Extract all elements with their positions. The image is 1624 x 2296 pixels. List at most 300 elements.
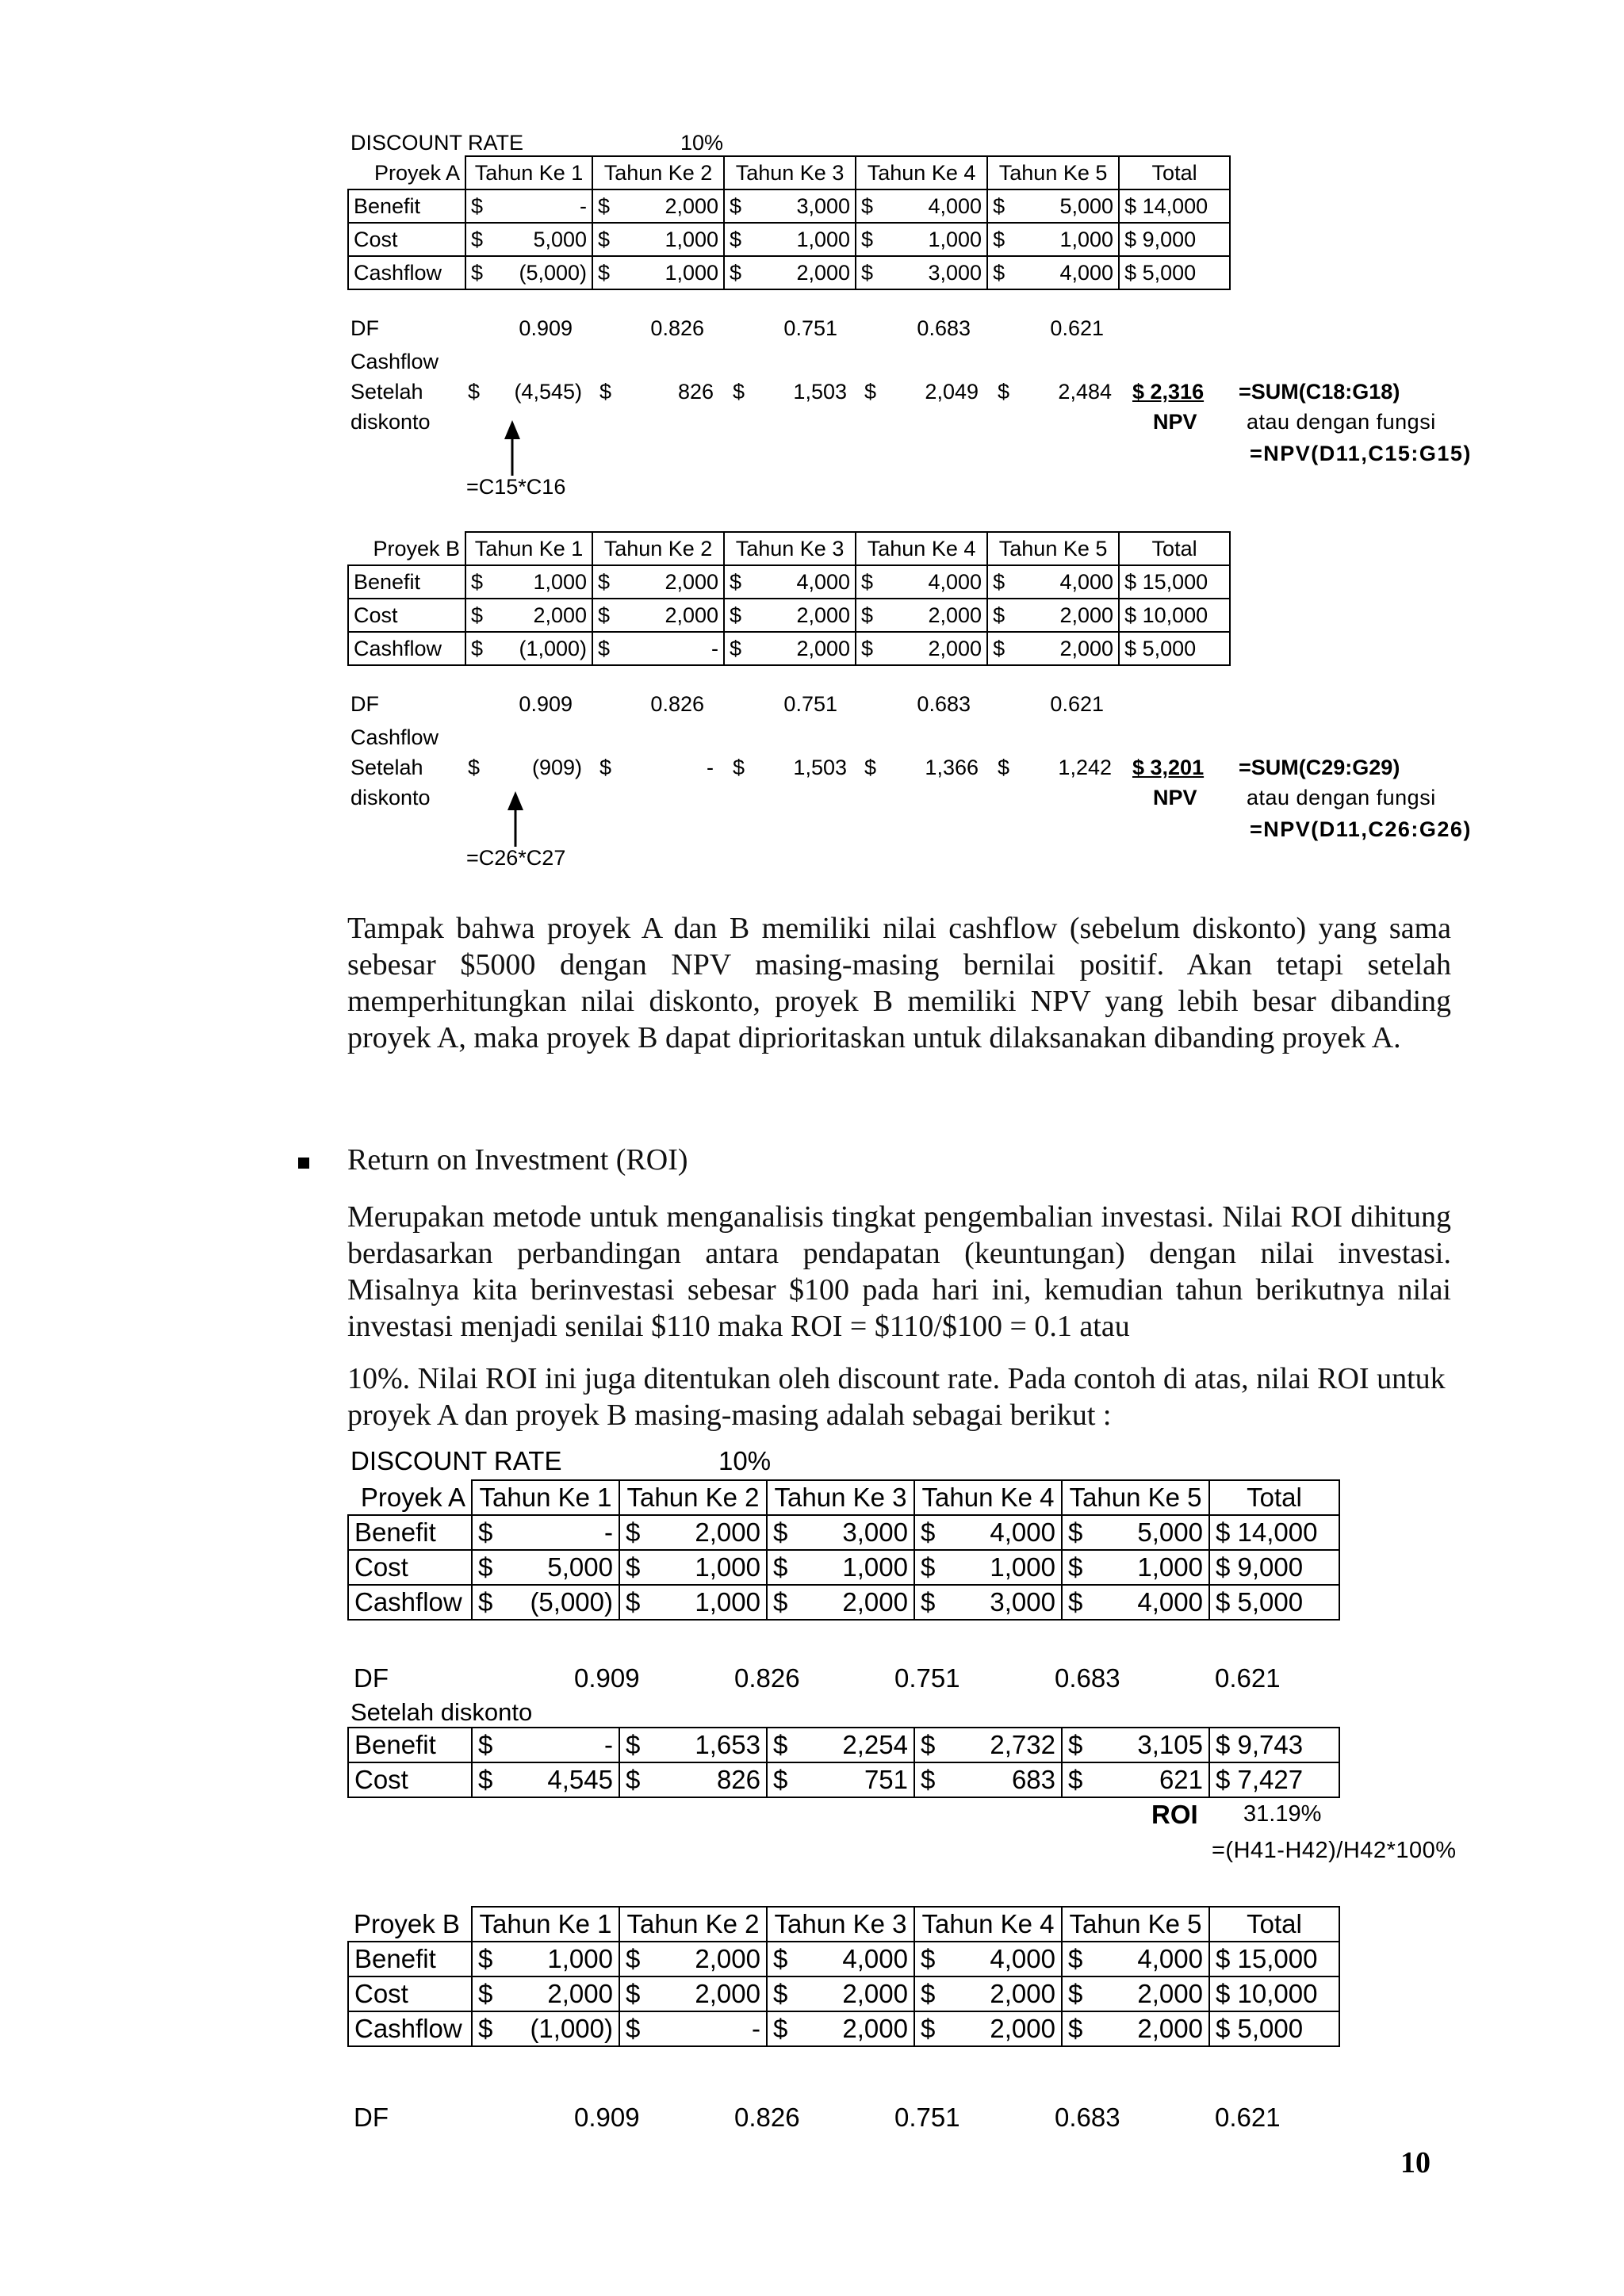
- header-cell: Total: [1119, 156, 1230, 189]
- header-cell: Tahun Ke 1: [465, 532, 592, 565]
- currency: $: [987, 189, 1011, 223]
- cell: 2,254: [795, 1728, 914, 1762]
- currency: $: [465, 256, 489, 289]
- cell: (1,000): [489, 632, 592, 665]
- currency: $: [724, 223, 748, 256]
- row-label: Cost: [348, 599, 465, 632]
- currency: $: [592, 599, 616, 632]
- header-cell: Tahun Ke 5: [1062, 1480, 1209, 1515]
- cell: 2,000: [648, 1515, 767, 1550]
- currency: $: [465, 223, 489, 256]
- currency: $: [914, 1942, 943, 1976]
- header-cell: Total: [1209, 1480, 1339, 1515]
- cell: 4,000: [1011, 565, 1119, 599]
- cell: 4,000: [748, 565, 856, 599]
- currency: $: [733, 756, 745, 779]
- cell: 3,000: [943, 1585, 1062, 1620]
- project-label: Proyek A: [348, 156, 465, 189]
- arrow-up-icon: [506, 791, 525, 847]
- currency: $: [856, 256, 879, 289]
- discount-rate-value: 10%: [680, 131, 724, 155]
- cell-formula: =C15*C16: [466, 475, 566, 499]
- cell: 4,000: [879, 565, 987, 599]
- currency: $: [592, 256, 616, 289]
- row-label: Cost: [348, 1550, 472, 1585]
- cell: 1,000: [1011, 223, 1119, 256]
- table-row: [348, 1585, 1339, 1620]
- project-label: Proyek B: [348, 532, 465, 565]
- cashflow-label: Cashflow: [350, 725, 439, 749]
- header-cell: Tahun Ke 5: [987, 156, 1119, 189]
- cell: 4,000: [795, 1942, 914, 1976]
- discount-rate-label: DISCOUNT RATE: [350, 1446, 562, 1475]
- cell: -: [648, 2011, 767, 2046]
- row-label: Cashflow: [348, 632, 465, 665]
- project-b-table: [347, 531, 1231, 666]
- npv-value: $ 3,201: [1132, 756, 1205, 779]
- header-cell: Tahun Ke 4: [914, 1907, 1062, 1942]
- npv-label: NPV: [1153, 410, 1197, 434]
- cell: 2,000: [1090, 2011, 1209, 2046]
- currency: $: [1062, 2011, 1090, 2046]
- after-discount-label: Setelah diskonto: [350, 1698, 533, 1726]
- cell: 4,000: [879, 189, 987, 223]
- project-b-roi-table: [347, 1906, 1340, 2047]
- currency: $: [619, 1762, 648, 1797]
- cell: 5,000: [500, 1550, 619, 1585]
- cashflow-label: Cashflow: [350, 350, 439, 373]
- discounted-value: 1,366: [925, 756, 979, 779]
- df-value: 0.751: [783, 692, 837, 716]
- currency: $: [1062, 1762, 1090, 1797]
- header-cell: Tahun Ke 3: [724, 532, 856, 565]
- discount-rate-label: DISCOUNT RATE: [350, 131, 524, 155]
- df-value: 0.826: [734, 2103, 800, 2132]
- cell: 4,000: [1090, 1585, 1209, 1620]
- cell: 5,000: [489, 223, 592, 256]
- section-a: [347, 125, 1497, 498]
- currency: $: [987, 599, 1011, 632]
- cell: -: [616, 632, 724, 665]
- df-value: 0.909: [519, 692, 573, 716]
- currency: $: [987, 565, 1011, 599]
- currency: $: [767, 1976, 795, 2011]
- currency: $: [724, 565, 748, 599]
- currency: $: [767, 1550, 795, 1585]
- cell: 2,000: [616, 565, 724, 599]
- discounted-value: 826: [677, 380, 714, 404]
- cell: 1,000: [1090, 1550, 1209, 1585]
- currency: $: [856, 632, 879, 665]
- cell: 3,000: [795, 1515, 914, 1550]
- currency: $: [619, 1728, 648, 1762]
- table-row: [348, 1515, 1339, 1550]
- header-row: [348, 1480, 1339, 1515]
- cell: 4,000: [943, 1942, 1062, 1976]
- cell: 2,000: [616, 599, 724, 632]
- cell: -: [500, 1728, 619, 1762]
- df-value: 0.826: [734, 1663, 800, 1693]
- cell: 2,000: [648, 1942, 767, 1976]
- header-cell: Tahun Ke 2: [592, 532, 724, 565]
- cell: 1,000: [500, 1942, 619, 1976]
- section-d: [347, 1906, 1497, 2144]
- cell: -: [489, 189, 592, 223]
- currency: $: [465, 189, 489, 223]
- total-cell: $ 15,000: [1209, 1942, 1339, 1976]
- cell: 2,000: [1011, 632, 1119, 665]
- currency: $: [1062, 1550, 1090, 1585]
- cell: -: [500, 1515, 619, 1550]
- discounted-value: 2,484: [1058, 380, 1112, 404]
- currency: $: [724, 599, 748, 632]
- table-row: [348, 256, 1230, 289]
- currency: $: [472, 1550, 500, 1585]
- cell: 1,000: [943, 1550, 1062, 1585]
- header-cell: Tahun Ke 4: [856, 156, 987, 189]
- currency: $: [599, 380, 612, 404]
- row-label: Benefit: [348, 1728, 472, 1762]
- header-row: [348, 1907, 1339, 1942]
- total-cell: $ 9,000: [1119, 223, 1230, 256]
- header-cell: Total: [1209, 1907, 1339, 1942]
- header-cell: Total: [1119, 532, 1230, 565]
- currency: $: [472, 1762, 500, 1797]
- cell: (5,000): [489, 256, 592, 289]
- row-label: Benefit: [348, 1515, 472, 1550]
- df-label: DF: [350, 692, 379, 716]
- page-number: 10: [1400, 2146, 1431, 2179]
- cell: 751: [795, 1762, 914, 1797]
- cell: 2,000: [879, 599, 987, 632]
- header-cell: Tahun Ke 4: [856, 532, 987, 565]
- cell: 1,000: [879, 223, 987, 256]
- roi-value: 31.19%: [1243, 1801, 1322, 1827]
- currency: $: [1062, 1585, 1090, 1620]
- header-cell: Tahun Ke 1: [472, 1480, 619, 1515]
- df-value: 0.683: [917, 316, 971, 340]
- df-value: 0.683: [1055, 2103, 1120, 2132]
- sum-formula: =SUM(C29:G29): [1239, 756, 1400, 779]
- project-a-roi-table: [347, 1479, 1340, 1621]
- total-cell: $ 5,000: [1209, 2011, 1339, 2046]
- currency: $: [914, 1585, 943, 1620]
- currency: $: [914, 1976, 943, 2011]
- currency: $: [987, 632, 1011, 665]
- discount-rate-value: 10%: [718, 1446, 772, 1475]
- project-label: Proyek A: [348, 1480, 472, 1515]
- cell: 2,000: [879, 632, 987, 665]
- table-row: [348, 599, 1230, 632]
- currency: $: [914, 2011, 943, 2046]
- currency: $: [767, 2011, 795, 2046]
- cell: 2,000: [795, 1976, 914, 2011]
- cell: 1,000: [616, 223, 724, 256]
- cell: 1,000: [648, 1550, 767, 1585]
- cell: 4,000: [943, 1515, 1062, 1550]
- table-row: [348, 223, 1230, 256]
- table-row: [348, 189, 1230, 223]
- bullet-square-icon: [298, 1158, 309, 1169]
- total-cell: $ 9,000: [1209, 1550, 1339, 1585]
- cell: 1,653: [648, 1728, 767, 1762]
- currency: $: [468, 756, 481, 779]
- total-cell: $ 15,000: [1119, 565, 1230, 599]
- cell: 5,000: [1090, 1515, 1209, 1550]
- discounted-value: -: [707, 756, 714, 779]
- discounted-table: [347, 1727, 1340, 1798]
- cell: 4,000: [1090, 1942, 1209, 1976]
- currency: $: [619, 1585, 648, 1620]
- currency: $: [619, 1550, 648, 1585]
- cell: 1,000: [748, 223, 856, 256]
- df-value: 0.621: [1050, 316, 1104, 340]
- row-label: Benefit: [348, 189, 465, 223]
- row-label: Benefit: [348, 565, 465, 599]
- cell: 5,000: [1011, 189, 1119, 223]
- df-value: 0.683: [1055, 1663, 1120, 1693]
- cell: 826: [648, 1762, 767, 1797]
- currency: $: [864, 756, 877, 779]
- currency: $: [619, 1515, 648, 1550]
- currency: $: [465, 632, 489, 665]
- cell: 2,732: [943, 1728, 1062, 1762]
- header-cell: Tahun Ke 5: [1062, 1907, 1209, 1942]
- cell: 2,000: [616, 189, 724, 223]
- total-cell: $ 10,000: [1119, 599, 1230, 632]
- cell: 1,000: [648, 1585, 767, 1620]
- cell: 4,000: [1011, 256, 1119, 289]
- discounted-value: (909): [531, 756, 582, 779]
- roi-label: ROI: [1151, 1800, 1198, 1829]
- cell: 2,000: [489, 599, 592, 632]
- header-cell: Tahun Ke 3: [724, 156, 856, 189]
- currency: $: [987, 256, 1011, 289]
- total-cell: $ 10,000: [1209, 1976, 1339, 2011]
- df-value: 0.826: [650, 316, 704, 340]
- npv-formula: =NPV(D11,C26:G26): [1250, 817, 1472, 841]
- currency: $: [472, 1942, 500, 1976]
- discounted-value: (4,545): [514, 380, 582, 404]
- total-cell: $ 7,427: [1209, 1762, 1339, 1797]
- discounted-value: 1,242: [1058, 756, 1112, 779]
- total-cell: $ 14,000: [1119, 189, 1230, 223]
- currency: $: [1062, 1976, 1090, 2011]
- diskonto-label: diskonto: [350, 410, 431, 434]
- currency: $: [472, 1585, 500, 1620]
- cell: 3,105: [1090, 1728, 1209, 1762]
- df-label: DF: [354, 2103, 389, 2132]
- table-row: [348, 632, 1230, 665]
- cell: 2,000: [943, 2011, 1062, 2046]
- df-value: 0.621: [1050, 692, 1104, 716]
- cell: (5,000): [500, 1585, 619, 1620]
- discounted-value: 2,049: [925, 380, 979, 404]
- header-cell: Tahun Ke 2: [619, 1480, 767, 1515]
- setelah-label: Setelah: [350, 380, 423, 404]
- row-label: Cost: [348, 223, 465, 256]
- cell: 2,000: [748, 256, 856, 289]
- header-cell: Tahun Ke 2: [619, 1907, 767, 1942]
- cell: 2,000: [1011, 599, 1119, 632]
- currency: $: [914, 1550, 943, 1585]
- cell: 2,000: [943, 1976, 1062, 2011]
- currency: $: [1062, 1942, 1090, 1976]
- table-row: [348, 1762, 1339, 1797]
- row-label: Cashflow: [348, 1585, 472, 1620]
- cell: 3,000: [879, 256, 987, 289]
- currency: $: [465, 565, 489, 599]
- row-label: Cashflow: [348, 256, 465, 289]
- currency: $: [465, 599, 489, 632]
- cell: 2,000: [748, 599, 856, 632]
- total-cell: $ 14,000: [1209, 1515, 1339, 1550]
- currency: $: [733, 380, 745, 404]
- currency: $: [472, 1976, 500, 2011]
- currency: $: [914, 1515, 943, 1550]
- currency: $: [914, 1728, 943, 1762]
- cell: 2,000: [795, 2011, 914, 2046]
- project-label: Proyek B: [348, 1907, 472, 1942]
- total-cell: $ 5,000: [1119, 256, 1230, 289]
- currency: $: [724, 632, 748, 665]
- header-row: [348, 532, 1230, 565]
- total-cell: $ 5,000: [1209, 1585, 1339, 1620]
- currency: $: [856, 599, 879, 632]
- header-cell: Tahun Ke 3: [767, 1480, 914, 1515]
- currency: $: [592, 565, 616, 599]
- cell: 4,545: [500, 1762, 619, 1797]
- cell: 2,000: [500, 1976, 619, 2011]
- currency: $: [619, 1942, 648, 1976]
- currency: $: [619, 1976, 648, 2011]
- header-cell: Tahun Ke 4: [914, 1480, 1062, 1515]
- section-c: [347, 1443, 1497, 1887]
- currency: $: [1062, 1515, 1090, 1550]
- total-cell: $ 5,000: [1119, 632, 1230, 665]
- cell: 2,000: [1090, 1976, 1209, 2011]
- row-label: Cost: [348, 1762, 472, 1797]
- currency: $: [724, 189, 748, 223]
- npv-value: $ 2,316: [1132, 380, 1205, 404]
- cell: 1,000: [489, 565, 592, 599]
- table-row: [348, 2011, 1339, 2046]
- alt-text: atau dengan fungsi: [1247, 410, 1436, 434]
- df-value: 0.909: [574, 2103, 640, 2132]
- currency: $: [987, 223, 1011, 256]
- currency: $: [472, 2011, 500, 2046]
- alt-text: atau dengan fungsi: [1247, 786, 1436, 809]
- currency: $: [767, 1515, 795, 1550]
- paragraph-roi-example: 10%. Nilai ROI ini juga ditentukan oleh discount rate. Pada contoh di atas, nilai ROI untuk proyek A dan proyek B masing-masing adalah sebagai berikut :: [347, 1362, 1446, 1432]
- header-cell: Tahun Ke 5: [987, 532, 1119, 565]
- df-label: DF: [354, 1663, 389, 1693]
- currency: $: [864, 380, 877, 404]
- cell: 683: [943, 1762, 1062, 1797]
- currency: $: [998, 756, 1010, 779]
- currency: $: [592, 223, 616, 256]
- project-a-table: [347, 155, 1231, 290]
- roi-heading: Return on Investment (ROI): [347, 1143, 688, 1177]
- header-cell: Tahun Ke 3: [767, 1907, 914, 1942]
- row-label: Cost: [348, 1976, 472, 2011]
- currency: $: [724, 256, 748, 289]
- currency: $: [767, 1728, 795, 1762]
- diskonto-label: diskonto: [350, 786, 431, 809]
- currency: $: [767, 1585, 795, 1620]
- sum-formula: =SUM(C18:G18): [1239, 380, 1400, 404]
- currency: $: [856, 189, 879, 223]
- df-value: 0.621: [1215, 1663, 1281, 1693]
- table-row: [348, 1728, 1339, 1762]
- df-value: 0.621: [1215, 2103, 1281, 2132]
- currency: $: [856, 565, 879, 599]
- cell-formula: =C26*C27: [466, 846, 566, 870]
- setelah-label: Setelah: [350, 756, 423, 779]
- table-row: [348, 1976, 1339, 2011]
- df-value: 0.826: [650, 692, 704, 716]
- currency: $: [472, 1515, 500, 1550]
- currency: $: [1062, 1728, 1090, 1762]
- df-value: 0.909: [574, 1663, 640, 1693]
- df-value: 0.751: [894, 2103, 960, 2132]
- currency: $: [592, 189, 616, 223]
- cell: 2,000: [748, 632, 856, 665]
- cell: 621: [1090, 1762, 1209, 1797]
- cell: 2,000: [795, 1585, 914, 1620]
- currency: $: [767, 1942, 795, 1976]
- total-cell: $ 9,743: [1209, 1728, 1339, 1762]
- header-cell: Tahun Ke 2: [592, 156, 724, 189]
- df-value: 0.909: [519, 316, 573, 340]
- roi-formula: =(H41-H42)/H42*100%: [1212, 1838, 1457, 1863]
- table-row: [348, 565, 1230, 599]
- df-value: 0.751: [894, 1663, 960, 1693]
- discounted-value: 1,503: [793, 756, 847, 779]
- currency: $: [472, 1728, 500, 1762]
- paragraph-npv-conclusion: Tampak bahwa proyek A dan B memiliki nilai cashflow (sebelum diskonto) yang sama sebesar $5000 dengan NPV masing-masing bernilai positif. Akan tetapi setelah memperhitungkan nilai diskonto, proyek B memiliki NPV yang lebih besar dibanding proyek A, maka proyek B dapat diprioritaskan untuk dilaksanakan dibanding proyek A.: [347, 912, 1451, 1054]
- cell: 3,000: [748, 189, 856, 223]
- header-cell: Tahun Ke 1: [465, 156, 592, 189]
- section-b: [347, 525, 1497, 874]
- currency: $: [998, 380, 1010, 404]
- paragraph-roi-definition: Merupakan metode untuk menganalisis tingkat pengembalian investasi. Nilai ROI dihitung berdasarkan perbandingan antara pendapatan (keuntungan) dengan nilai investasi. Misalnya kita berinvestasi sebesar $100 pada hari ini, kemudian tahun berikutnya nilai investasi menjadi senilai $110 maka ROI = $110/$100 = 0.1 atau: [347, 1200, 1451, 1343]
- discounted-value: 1,503: [793, 380, 847, 404]
- df-value: 0.683: [917, 692, 971, 716]
- cell: 1,000: [795, 1550, 914, 1585]
- npv-label: NPV: [1153, 786, 1197, 809]
- currency: $: [619, 2011, 648, 2046]
- npv-formula: =NPV(D11,C15:G15): [1250, 442, 1472, 465]
- table-row: [348, 1942, 1339, 1976]
- df-label: DF: [350, 316, 379, 340]
- cell: (1,000): [500, 2011, 619, 2046]
- cell: 2,000: [648, 1976, 767, 2011]
- currency: $: [599, 756, 612, 779]
- table-row: [348, 1550, 1339, 1585]
- cell: 1,000: [616, 256, 724, 289]
- arrow-up-icon: [503, 420, 522, 476]
- currency: $: [592, 632, 616, 665]
- header-cell: Tahun Ke 1: [472, 1907, 619, 1942]
- currency: $: [468, 380, 481, 404]
- currency: $: [856, 223, 879, 256]
- row-label: Cashflow: [348, 2011, 472, 2046]
- df-value: 0.751: [783, 316, 837, 340]
- currency: $: [914, 1762, 943, 1797]
- currency: $: [767, 1762, 795, 1797]
- row-label: Benefit: [348, 1942, 472, 1976]
